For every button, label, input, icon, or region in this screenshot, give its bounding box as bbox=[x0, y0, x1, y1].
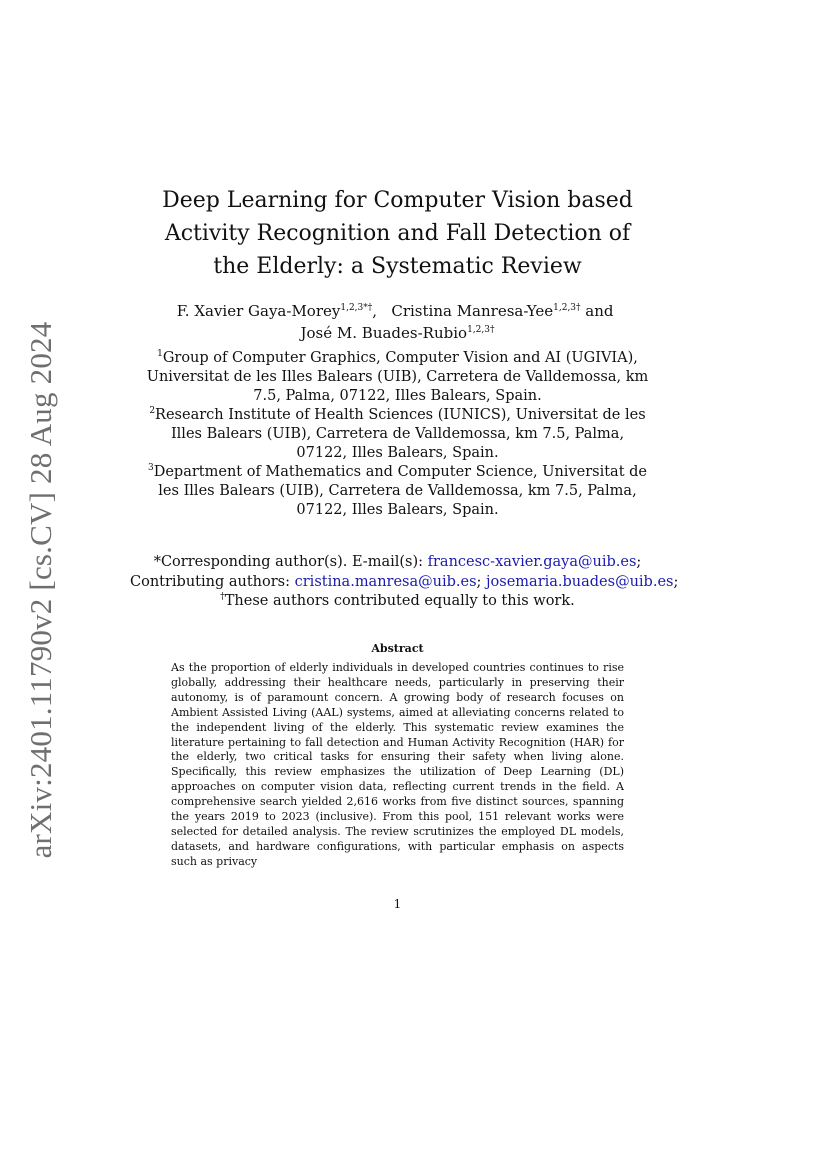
paper-title: Deep Learning for Computer Vision based Activity Recognition and Fall Detection of the Elderly: a Systematic Review bbox=[162, 188, 633, 279]
affiliation-number: 1 bbox=[157, 349, 163, 359]
corresponding-label: *Corresponding author(s). E-mail(s): bbox=[153, 554, 428, 570]
dagger-mark: † bbox=[220, 592, 225, 602]
corresponding-line bbox=[130, 553, 665, 573]
arxiv-stamp-text: arXiv:2401.11790v2 [cs.CV] 28 Aug 2024 bbox=[23, 321, 58, 859]
author-separator: and bbox=[580, 302, 619, 320]
affiliation bbox=[145, 349, 650, 406]
abstract-heading: Abstract bbox=[371, 642, 424, 655]
affiliation-number: 3 bbox=[147, 463, 154, 473]
author-superscript: 1,2,3*† bbox=[340, 303, 373, 313]
punctuation: ; bbox=[476, 573, 487, 590]
arxiv-stamp bbox=[16, 321, 66, 859]
contributing-label: Contributing authors: bbox=[130, 573, 295, 590]
affiliation bbox=[145, 463, 650, 520]
author-separator: , bbox=[372, 302, 387, 320]
page-number: 1 bbox=[393, 897, 402, 911]
punctuation: ; bbox=[673, 573, 679, 590]
contributing-email-link[interactable]: cristina.manresa@uib.es bbox=[294, 573, 477, 590]
punctuation: ; bbox=[636, 554, 642, 570]
abstract-text: As the proportion of elderly individuals in developed countries continues to rise globally, addressing their healthcare needs, particularly in preserving their autonomy, is of paramount concern. A growing body of research focuses on Ambient Assisted Living (AAL) systems, aimed at alleviating concerns related to the independent living of the elderly. This systematic review examines the literature pertaining to fall detection and Human Activity Recognition (HAR) for the elderly, two critical tasks for ensuring their safety when living alone. Specifically, this review emphasizes the utilization of Deep Learning (DL) approaches on computer vision data, reflecting current trends in the field. A comprehensive search yielded 2,616 works from five distinct sources, spanning the years 2019 to 2023 (inclusive). From this pool, 151 relevant works were selected for detailed analysis. The review scrutinizes the employed DL models, datasets, and hardware configurations, with particular emphasis on aspects such as privacy bbox=[171, 661, 624, 868]
contributing-email-link[interactable]: josemaria.buades@uib.es bbox=[486, 573, 674, 590]
author-superscript: 1,2,3† bbox=[553, 303, 581, 313]
author-name: José M. Buades-Rubio bbox=[300, 324, 468, 342]
contributing-line bbox=[130, 573, 679, 593]
affiliation bbox=[145, 406, 650, 463]
affiliation-text: Department of Mathematics and Computer Science, Universitat de les Illes Balears (UIB), Carretera de Valldemossa, km 7.5, Palma, 07122, Illes Balears, Spain. bbox=[153, 464, 647, 518]
affiliation-text: Research Institute of Health Sciences (IUNICS), Universitat de les Illes Balears (UIB), Carretera de Valldemossa, km 7.5, Palma, 07122, Illes Balears, Spain. bbox=[155, 407, 646, 461]
contact-block bbox=[130, 553, 679, 612]
equal-contribution-text: These authors contributed equally to this work. bbox=[224, 593, 575, 609]
author-name: Cristina Manresa-Yee bbox=[391, 302, 554, 320]
author-list bbox=[150, 300, 645, 344]
affiliation-list bbox=[145, 349, 650, 520]
affiliation-number: 2 bbox=[149, 406, 156, 416]
equal-contribution-note bbox=[130, 592, 665, 612]
author-superscript: 1,2,3† bbox=[467, 325, 495, 335]
author-name: F. Xavier Gaya-Morey bbox=[176, 302, 341, 320]
corresponding-email-link[interactable]: francesc-xavier.gaya@uib.es bbox=[427, 554, 637, 570]
affiliation-text: Group of Computer Graphics, Computer Vision and AI (UGIVIA), Universitat de les Illes Balears (UIB), Carretera de Valldemossa, km 7.5, Palma, 07122, Illes Balears, Spain. bbox=[146, 350, 649, 404]
